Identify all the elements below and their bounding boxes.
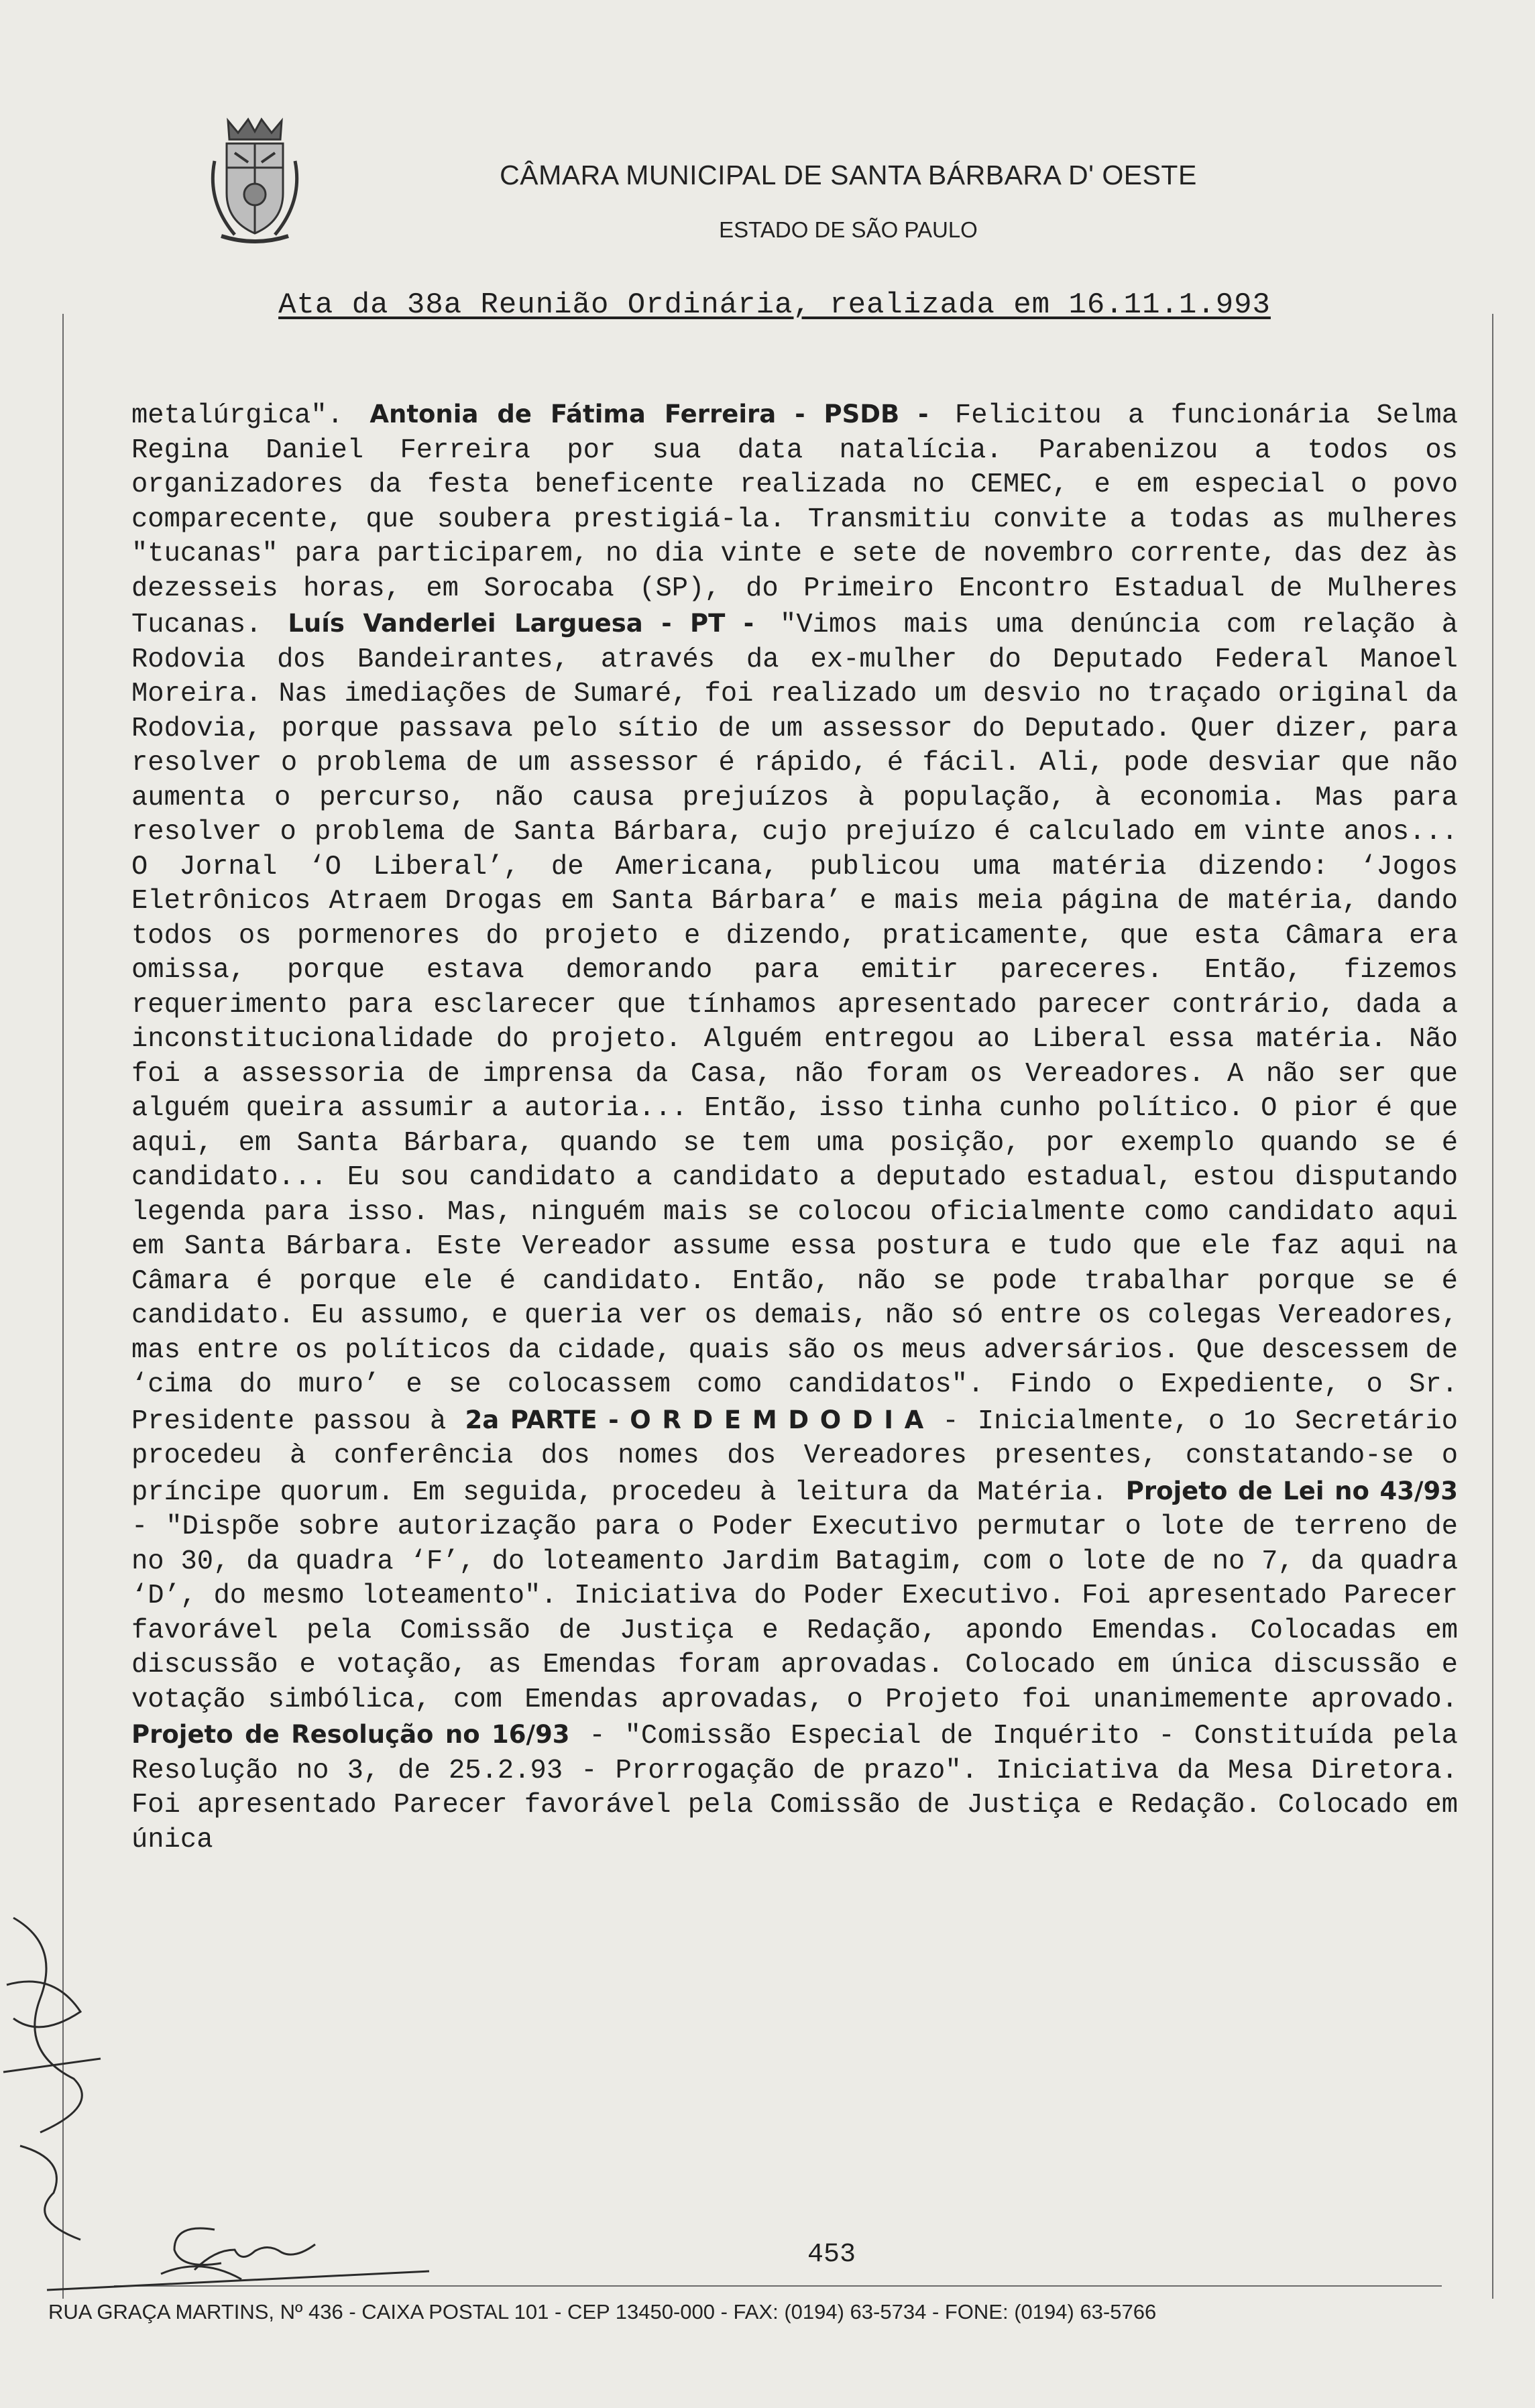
body-run: - "Comissão Especial de Inquérito - Constituída pela Resolução no 3, de 25.2.93 - Prorrogação de prazo". Iniciativa da Mesa Diretora. Foi apresentado Parecer favorável pela Comissão de Justiça e Redação. Colocado em única: [131, 1721, 1458, 1855]
body-run: - Inicialmente, o 1o Secretário procedeu à conferência dos nomes dos Vereadores presentes, constatando-se o príncipe quorum. Em seguida, procedeu à leitura da Matéria.: [131, 1406, 1458, 1508]
speaker-name: Luís Vanderlei Larguesa - PT -: [288, 609, 754, 638]
margin-signature: [0, 1904, 114, 2253]
body-run: metalúrgica".: [131, 400, 370, 431]
municipal-crest-icon: [201, 114, 308, 248]
body-run: "Vimos mais uma denúncia com relação à Rodovia dos Bandeirantes, através da ex-mulher do Deputado Federal Manoel Moreira. Nas imediações de Sumaré, foi realizado um desvio no traçado original da Rodovia, porque passava pelo sítio de um assessor do Deputado. Quer dizer, para resolver o problema de um assessor é rápido, é fácil. Ali, pode desviar que não aumenta o percurso, não causa prejuízos à população, à economia. Mas para resolver o problema de Santa Bárbara, cujo prejuízo é calculado em vinte anos... O Jornal ‘O Liberal’, de Americana, publicou uma matéria dizendo: ‘Jogos Eletrônicos Atraem Drogas em Santa Bárbara’ e mais meia página de matéria, dando todos os pormenores do projeto e dizendo, praticamente, que esta Câmara era omissa, porque estava demorando para emitir pareceres. Então, fizemos requerimento para esclarecer que tínhamos apresentado parecer contrário, dada a inconstitucionalidade do projeto. Alguém entregou ao Liberal essa matéria. Não foi a assessoria de imprensa da Casa, não foram os Vereadores. A não ser que alguém queira assumir a autoria... Então, isso tinha cunho político. O pior é que aqui, em Santa Bárbara, quando se tem uma posição, por exemplo quando se é candidato... Eu sou candidato a candidato a deputado estadual, estou disputando legenda para isso. Mas, ninguém mais se colocou oficialmente como candidato aqui em Santa Bárbara. Este Vereador assume essa postura e tudo que ele faz aqui na Câmara é porque ele é candidato. Então, não se pode trabalhar porque se é candidato. Eu assumo, e queria ver os demais, não só entre os colegas Vereadores, mas entre os políticos da cidade, quais são os meus adversários. Que descessem de ‘cima do muro’ e se colocassem como candidatos". Findo o Expediente, o Sr. Presidente passou à: [131, 610, 1458, 1437]
institution-name: CÂMARA MUNICIPAL DE SANTA BÁRBARA D' OESTE: [500, 160, 1197, 190]
body-run: - "Dispõe sobre autorização para o Poder Executivo permutar o lote de terreno de no 30, da quadra ‘F’, do loteamento Jardim Batagim, com o lote de no 7, da quadra ‘D’, do mesmo loteamento". Iniciativa do Poder Executivo. Foi apresentado Parecer favorável pela Comissão de Justiça e Redação, apondo Emendas. Colocadas em discussão e votação, as Emendas foram aprovadas. Colocado em única discussão e votação simbólica, com Emendas aprovadas, o Projeto foi unanimemente aprovado.: [131, 1511, 1458, 1715]
footer-address: RUA GRAÇA MARTINS, Nº 436 - CAIXA POSTAL 101 - CEP 13450-000 - FAX: (0194) 63-5734 - FONE: (0194) 63-5766: [48, 2300, 1157, 2324]
section-heading: 2a PARTE - O R D E M D O D I A: [465, 1405, 924, 1434]
speaker-name: Antonia de Fátima Ferreira - PSDB -: [369, 400, 929, 428]
state-name: ESTADO DE SÃO PAULO: [719, 217, 978, 242]
bill-reference: Projeto de Lei no 43/93: [1125, 1476, 1458, 1505]
minutes-body-text: [131, 397, 1458, 1857]
resolution-reference: Projeto de Resolução no 16/93: [131, 1720, 570, 1749]
right-frame-rule: [1492, 314, 1493, 2299]
minutes-title: Ata da 38a Reunião Ordinária, realizada em 16.11.1.993: [278, 288, 1271, 322]
page-number: 453: [807, 2240, 856, 2270]
body-run: Felicitou a funcionária Selma Regina Daniel Ferreira por sua data natalícia. Parabenizou a todos os organizadores da festa beneficente realizada no CEMEC, e em especial o povo comparecente, que soubera prestigiá-la. Transmitiu convite a todas as mulheres "tucanas" para participarem, no dia vinte e sete de novembro corrente, das dez às dezesseis horas, em Sorocaba (SP), do Primeiro Encontro Estadual de Mulheres Tucanas.: [131, 400, 1458, 640]
bottom-signature: [40, 2210, 443, 2303]
